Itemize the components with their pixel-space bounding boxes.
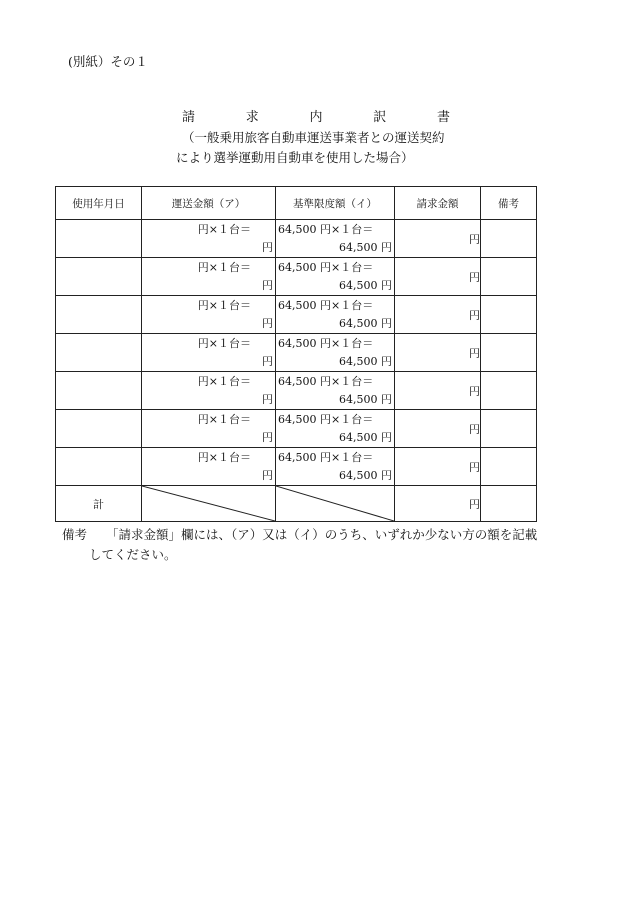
- table-row: [56, 296, 537, 334]
- claim-amount-cell: 円: [395, 258, 481, 296]
- table-row: [56, 258, 537, 296]
- limit-line-1: 64,500 円×１台＝: [278, 222, 374, 236]
- transport-amount-cell: [142, 296, 276, 334]
- document-title: [182, 106, 450, 125]
- limit-line-1: 64,500 円×１台＝: [278, 450, 374, 464]
- transport-line-2: 円: [262, 316, 273, 330]
- transport-line-2: 円: [262, 278, 273, 292]
- transport-line-1: 円×１台＝: [197, 298, 251, 312]
- subtitle-line-2: により選挙運動用自動車を使用した場合）: [176, 150, 414, 165]
- remarks-cell: [481, 296, 537, 334]
- transport-amount-cell: [142, 258, 276, 296]
- claim-breakdown-table: [55, 186, 537, 522]
- transport-amount-cell: [142, 410, 276, 448]
- footnote-line-1: 「請求金額」欄には、（ア）又は（イ）のうち、いずれか少ない方の額を記載: [106, 527, 538, 542]
- footnote: [62, 525, 537, 565]
- diagonal-slash: [276, 486, 394, 521]
- table-row: [56, 410, 537, 448]
- claim-amount-cell: 円: [395, 410, 481, 448]
- limit-line-1: 64,500 円×１台＝: [278, 412, 374, 426]
- remarks-cell: [481, 220, 537, 258]
- diagonal-slash: [142, 486, 275, 521]
- limit-line-2: 64,500 円: [339, 430, 392, 444]
- limit-line-2: 64,500 円: [339, 354, 392, 368]
- limit-amount-cell: [276, 296, 395, 334]
- remarks-cell: [481, 334, 537, 372]
- transport-line-2: 円: [262, 240, 273, 254]
- date-cell: [56, 372, 142, 410]
- transport-line-1: 円×１台＝: [197, 412, 251, 426]
- limit-amount-cell: [276, 448, 395, 486]
- transport-line-2: 円: [262, 354, 273, 368]
- limit-amount-cell: [276, 334, 395, 372]
- transport-line-1: 円×１台＝: [197, 450, 251, 464]
- transport-line-2: 円: [262, 392, 273, 406]
- header-limit-amount: 基準限度額（イ）: [276, 187, 395, 220]
- annex-label: (別紙）その１: [68, 54, 148, 69]
- limit-line-1: 64,500 円×１台＝: [278, 336, 374, 350]
- date-cell: [56, 448, 142, 486]
- limit-line-1: 64,500 円×１台＝: [278, 298, 374, 312]
- limit-amount-cell: [276, 220, 395, 258]
- claim-amount-cell: 円: [395, 372, 481, 410]
- remarks-cell: [481, 410, 537, 448]
- transport-amount-cell: [142, 448, 276, 486]
- total-claim: 円: [395, 486, 481, 522]
- table-row: [56, 372, 537, 410]
- header-claim-amount: 請求金額: [395, 187, 481, 220]
- date-cell: [56, 410, 142, 448]
- total-label: 計: [56, 486, 142, 522]
- title-char: 書: [436, 110, 450, 125]
- table-row: [56, 448, 537, 486]
- table-row: [56, 334, 537, 372]
- header-date: 使用年月日: [56, 187, 142, 220]
- claim-amount-cell: 円: [395, 448, 481, 486]
- limit-line-1: 64,500 円×１台＝: [278, 260, 374, 274]
- subtitle-line-1: （一般乗用旅客自動車運送事業者との運送契約: [182, 130, 445, 145]
- limit-line-2: 64,500 円: [339, 316, 392, 330]
- table-row: [56, 220, 537, 258]
- total-transport-slashed: [142, 486, 276, 522]
- claim-amount-cell: 円: [395, 220, 481, 258]
- limit-line-1: 64,500 円×１台＝: [278, 374, 374, 388]
- claim-amount-cell: 円: [395, 296, 481, 334]
- limit-amount-cell: [276, 372, 395, 410]
- date-cell: [56, 296, 142, 334]
- transport-line-1: 円×１台＝: [197, 374, 251, 388]
- title-char: 求: [245, 110, 259, 125]
- date-cell: [56, 258, 142, 296]
- remarks-cell: [481, 372, 537, 410]
- transport-line-1: 円×１台＝: [197, 222, 251, 236]
- title-char: 請: [182, 110, 196, 125]
- document-subtitle: [176, 128, 445, 168]
- limit-line-2: 64,500 円: [339, 392, 392, 406]
- transport-amount-cell: [142, 334, 276, 372]
- date-cell: [56, 220, 142, 258]
- transport-line-1: 円×１台＝: [197, 260, 251, 274]
- transport-line-2: 円: [262, 430, 273, 444]
- limit-amount-cell: [276, 258, 395, 296]
- limit-line-2: 64,500 円: [339, 278, 392, 292]
- total-limit-slashed: [276, 486, 395, 522]
- footnote-line-2: してください。: [89, 547, 177, 562]
- limit-line-2: 64,500 円: [339, 240, 392, 254]
- limit-line-2: 64,500 円: [339, 468, 392, 482]
- title-char: 内: [309, 110, 323, 125]
- header-remarks: 備考: [481, 187, 537, 220]
- remarks-cell: [481, 258, 537, 296]
- date-cell: [56, 334, 142, 372]
- total-row: [56, 486, 537, 522]
- limit-amount-cell: [276, 410, 395, 448]
- remarks-cell: [481, 448, 537, 486]
- transport-amount-cell: [142, 220, 276, 258]
- claim-amount-cell: 円: [395, 334, 481, 372]
- total-remarks: [481, 486, 537, 522]
- header-transport-amount: 運送金額（ア）: [142, 187, 276, 220]
- transport-line-1: 円×１台＝: [197, 336, 251, 350]
- transport-line-2: 円: [262, 468, 273, 482]
- title-char: 訳: [373, 110, 387, 125]
- transport-amount-cell: [142, 372, 276, 410]
- footnote-label: 備考: [62, 527, 88, 542]
- table-header-row: [56, 187, 537, 220]
